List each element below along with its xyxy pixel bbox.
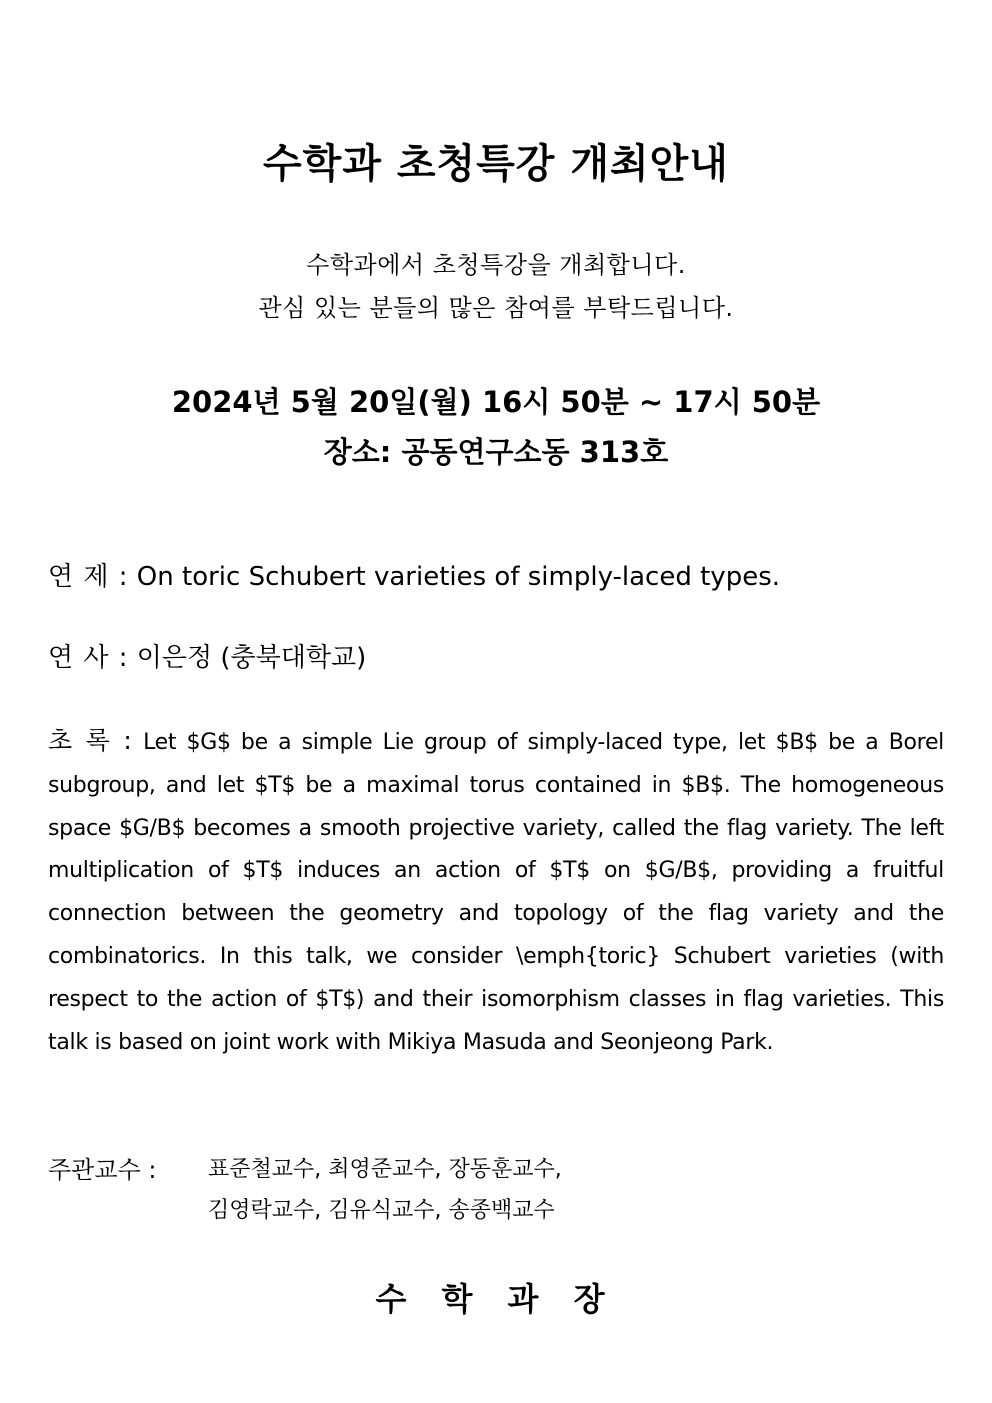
speaker-label: 연 사 : bbox=[48, 643, 129, 673]
abstract-text: Let $G$ be a simple Lie group of simply-laced type, let $B$ be a Borel subgroup, and let $T$ be a maximal torus contained in $B$. The homogeneous space $G/B$ becomes a smooth projective variety, called the flag variety. The left multiplication of $T$ induces an action of $T$ on $G/B$, providing a fruitful connection between the geometry and topology of the flag variety and the combinatorics. In this talk, we consider \emph{toric} Schubert varieties (with respect to the action of $T$) and their isomorphism classes in flag varieties. This talk is based on joint work with Mikiya Masuda and Seonjeong Park. bbox=[48, 730, 944, 1055]
topic-label: 연 제 : bbox=[48, 562, 129, 592]
talk-speaker bbox=[48, 637, 366, 674]
event-datetime: 2024년 5월 20일(월) 16시 50분 ~ 17시 50분 bbox=[171, 385, 821, 419]
talk-topic bbox=[48, 556, 780, 593]
intro-line-1: 수학과에서 초청특강을 개최합니다. bbox=[306, 251, 686, 279]
page-title: 수학과 초청특강 개최안내 bbox=[263, 141, 729, 187]
abstract-label: 초 록 : bbox=[48, 726, 133, 755]
speaker-value: 이은정 (충북대학교) bbox=[136, 643, 367, 673]
hosts-line-1: 표준철교수, 최영준교수, 장동훈교수, bbox=[208, 1157, 562, 1182]
topic-value: On toric Schubert varieties of simply-laced types. bbox=[136, 562, 781, 592]
intro-line-2: 관심 있는 분들의 많은 참여를 부탁드립니다. bbox=[258, 294, 734, 322]
talk-abstract bbox=[48, 720, 944, 1064]
hosts-label: 주관교수 : bbox=[48, 1156, 157, 1184]
signature: 수 학 과 장 bbox=[375, 1280, 617, 1318]
event-location: 장소: 공동연구소동 313호 bbox=[323, 435, 669, 469]
hosts-line-2: 김영락교수, 김유식교수, 송종백교수 bbox=[208, 1198, 555, 1223]
